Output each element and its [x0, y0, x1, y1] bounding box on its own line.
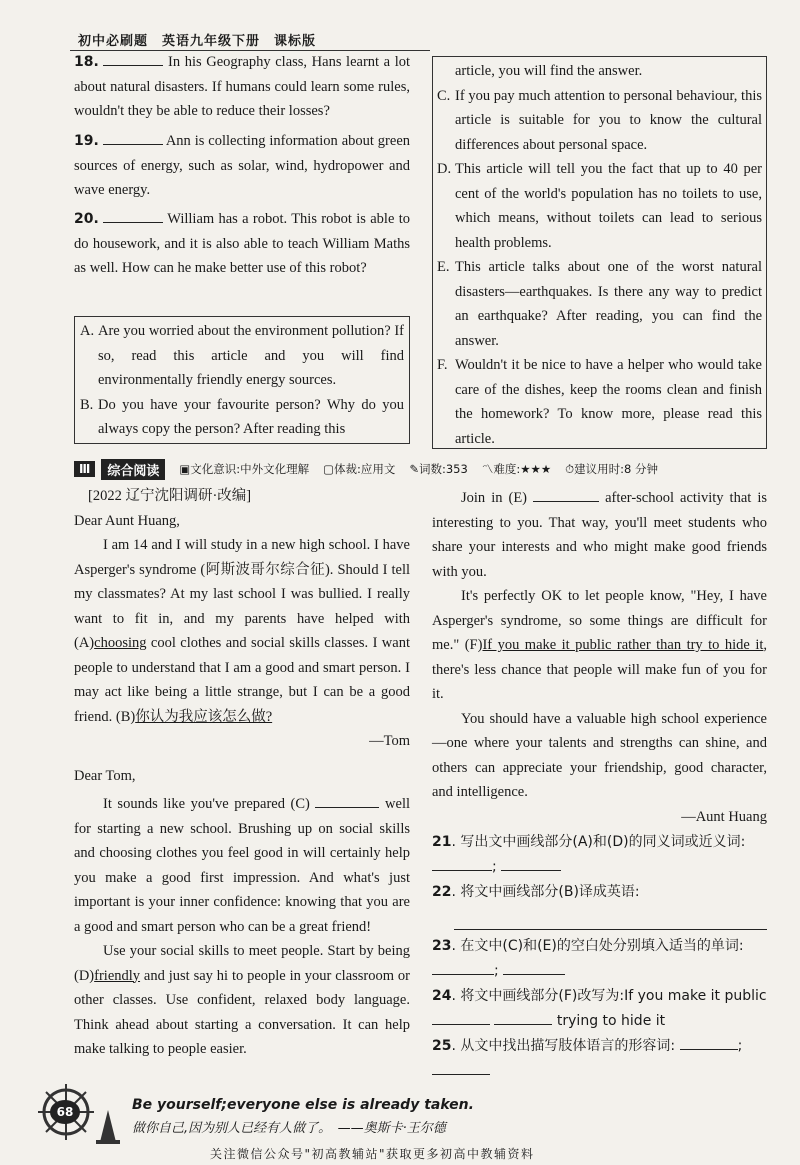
answer-blank-23a[interactable] [432, 960, 494, 975]
footer-note: 关注微信公众号"初高教辅站"获取更多初高中教辅资料 [210, 1147, 535, 1161]
ship-wheel-icon [30, 1080, 130, 1150]
culture-tag: ▣文化意识:中外文化理解 [179, 462, 310, 476]
option-b-continued: article, you will find the answer. [455, 63, 643, 79]
answer-line-22[interactable] [454, 913, 767, 930]
reply-paragraph-4: It's perfectly OK to let people know, "Hey, I have Asperger's syndrome, so some things are difficult for me." (F)If you make it public rather than try to hide it, there's less chance that people will make fun of you for it. [432, 588, 767, 702]
answer-blank-25b[interactable] [432, 1060, 490, 1075]
article-right-column [432, 486, 767, 829]
option-a: A. Are you worried about the environment pollution? If so, read this article and you will find environmentally friendly energy sources. [80, 323, 404, 388]
section-bar [74, 458, 764, 480]
reply-paragraph-2: Use your social skills to meet people. Start by being (D)friendly and just say hi to people in your classroom or other classes. Use confident, relaxed body language. Think ahead about starting a conversation. It can help make talking to people easier. [74, 943, 410, 1057]
greeting-aunt: Dear Aunt Huang, [74, 512, 180, 529]
question-22: 22. 将文中画线部分(B)译成英语: [432, 880, 767, 930]
section-title: 综合阅读 [101, 459, 165, 480]
article-source: [2022 辽宁沈阳调研·改编] [88, 488, 252, 504]
answer-blank[interactable] [103, 208, 163, 223]
answer-blank-21a[interactable] [432, 856, 492, 871]
difficulty-tag: 〽难度:★★★ [481, 462, 552, 476]
question-number: 19 [74, 133, 94, 149]
question-24: 24. 将文中画线部分(F)改写为:If you make it public trying to hide it [432, 988, 767, 1029]
word-count-tag: ✎词数:353 [409, 462, 468, 476]
signature-tom: —Tom [369, 733, 410, 749]
option-b: B. Do you have your favourite person? Why do you always copy the person? After reading this [80, 396, 404, 437]
question-23: 23. 在文中(C)和(E)的空白处分别填入适当的单词: ; [432, 938, 744, 979]
time-tag: ⏱建议用时:8 分钟 [565, 462, 658, 476]
reply-paragraph-5: You should have a valuable high school experience—one where your talents and strengths can shine, and others can appreciate your friendship, good character, and intelligence. [432, 710, 767, 800]
options-box-left [74, 316, 410, 444]
genre-tag: ▢体裁:应用文 [323, 462, 396, 476]
answer-blank-21b[interactable] [501, 856, 561, 871]
questions-bottom [432, 830, 767, 1084]
reply-paragraph-3: Join in (E) after-school activity that is interesting to you. That way, you'll meet students who share your interests and who might make good friends with you. [432, 486, 767, 584]
option-d: D. This article will tell you the fact that up to 40 per cent of the world's population has no toilets to use, which means, without toilets can lead to serious health problems. [437, 161, 762, 251]
answer-blank[interactable] [103, 130, 163, 145]
question-19: 19. Ann is collecting information about green sources of energy, such as solar, wind, hydropower and wave energy. [74, 129, 410, 203]
reply-paragraph-1: It sounds like you've prepared (C) well for starting a new school. Brushing up on social skills and choosing clothes you feel good in will certainly help you make a good first impression. And what's just important is your inner confidence: knowing that you are a good and smart person who can be a great friend! [74, 792, 410, 939]
question-18: 18. In his Geography class, Hans learnt a lot about natural disasters. If humans could learn some rules, wouldn't they be able to reduce their losses? [74, 50, 410, 124]
answer-blank-24a[interactable] [432, 1010, 490, 1025]
underline-d: friendly [94, 967, 141, 984]
signature-aunt: —Aunt Huang [681, 808, 767, 825]
answer-blank-24b[interactable] [494, 1010, 552, 1025]
question-number: 20 [74, 211, 94, 227]
footer-motto: Be yourself;everyone else is already taken. [132, 1097, 474, 1113]
letter-paragraph-1: I am 14 and I will study in a new high school. I have Asperger's syndrome (阿斯波哥尔综合征). Should I tell my classmates? At my last school I was bullied. I really want to fit in, and my parents have helped with (A)choosing cool clothes and social skills classes. I want people to understand that I am a good and smart person. I may act like being a little strange, but I can be a good friend. (B)你认为我应该怎么做? [74, 537, 410, 725]
footer-motto-chinese: 做你自己,因为别人已经有人做了。 ——奥斯卡·王尔德 [132, 1121, 446, 1136]
question-21: 21. 写出文中画线部分(A)和(D)的同义词或近义词: ; [432, 834, 746, 875]
page-number: 68 [50, 1100, 80, 1124]
option-c: C. If you pay much attention to personal behaviour, this article is suitable for you to know the cultural differences about personal space. [437, 87, 762, 153]
greeting-tom: Dear Tom, [74, 767, 136, 784]
option-e: E. This article talks about one of the worst natural disasters—earthquakes. Is there any way to predict an earthquake? After reading, you can find the answer. [437, 259, 762, 349]
question-25: 25. 从文中找出描写肢体语言的形容词: ; [432, 1034, 767, 1084]
option-f: F. Wouldn't it be nice to have a helper who would take care of the dishes, keep the rooms clean and finish the homework? To know more, please read this article. [437, 357, 762, 447]
section-number-badge: Ⅲ [74, 461, 95, 477]
underline-a: choosing [94, 635, 147, 651]
article-left-column [74, 484, 410, 1062]
blank-c[interactable] [315, 793, 379, 808]
answer-blank[interactable] [103, 51, 163, 66]
question-20: 20. William has a robot. This robot is able to do housework, and it is also able to teach William Maths as well. How can he make better use of this robot? [74, 207, 410, 281]
underline-f: If you make it public rather than try to hide it [482, 637, 764, 653]
answer-blank-25a[interactable] [680, 1035, 738, 1050]
options-box-right [432, 56, 767, 449]
running-header: 初中必刷题 英语九年级下册 课标版 [78, 34, 317, 49]
answer-blank-23b[interactable] [503, 960, 565, 975]
question-number: 18 [74, 54, 94, 70]
blank-e[interactable] [533, 487, 599, 502]
underline-b: 你认为我应该怎么做? [135, 708, 273, 725]
